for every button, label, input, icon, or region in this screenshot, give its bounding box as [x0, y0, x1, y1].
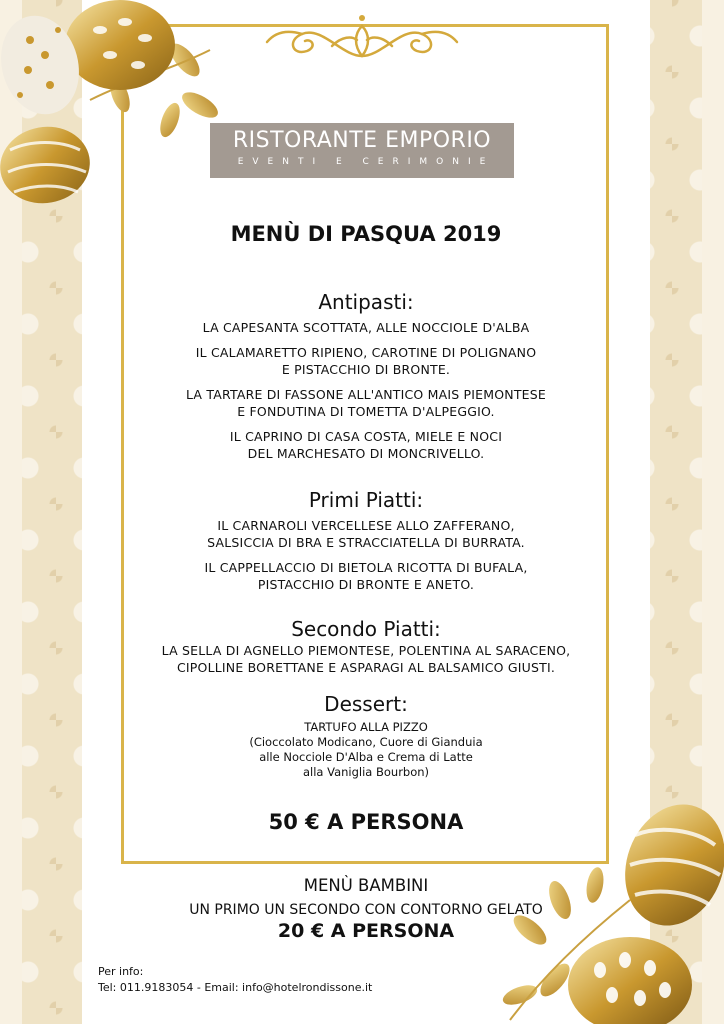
- dessert-list: [82, 720, 650, 780]
- list-item: PISTACCHIO DI BRONTE E ANETO.: [257, 577, 475, 592]
- list-item: alle Nocciole D'Alba e Crema di Latte: [259, 750, 473, 764]
- list-item: E FONDUTINA DI TOMETTA D'ALPEGGIO.: [237, 404, 495, 419]
- list-item: E PISTACCHIO DI BRONTE.: [281, 362, 451, 377]
- list-item: DEL MARCHESATO DI MONCRIVELLO.: [247, 446, 485, 461]
- list-item: SALSICCIA DI BRA E STRACCIATELLA DI BURRATA.: [207, 535, 525, 550]
- secondi-list: [82, 642, 650, 676]
- restaurant-subtitle: EVENTI E CERIMONIE: [237, 157, 495, 167]
- kids-menu-price: 20 € A PERSONA: [277, 920, 455, 942]
- primi-list: [82, 517, 650, 593]
- list-item: CIPOLLINE BORETTANE E ASPARAGI AL BALSAMICO GIUSTI.: [176, 660, 556, 675]
- list-item: IL CARNAROLI VERCELLESE ALLO ZAFFERANO,: [217, 518, 515, 533]
- kids-menu-description: UN PRIMO UN SECONDO CON CONTORNO GELATO: [189, 902, 543, 918]
- menu-title: MENÙ DI PASQUA 2019: [230, 222, 502, 246]
- dessert-heading: Dessert:: [324, 692, 408, 716]
- flourish-ornament-icon: [262, 6, 462, 66]
- restaurant-name: RISTORANTE EMPORIO: [232, 128, 492, 153]
- contact-details: Tel: 011.9183054 - Email: info@hotelrondissone.it: [98, 981, 373, 994]
- list-item: IL CAPRINO DI CASA COSTA, MIELE E NOCI: [229, 429, 503, 444]
- list-item: alla Vaniglia Bourbon): [302, 765, 430, 779]
- contact-info: [98, 964, 372, 996]
- antipasti-heading: Antipasti:: [318, 290, 414, 314]
- list-item: TARTUFO ALLA PIZZO: [304, 720, 428, 734]
- list-item: LA SELLA DI AGNELLO PIEMONTESE, POLENTINA AL SARACENO,: [161, 643, 571, 658]
- primi-heading: Primi Piatti:: [308, 488, 424, 512]
- contact-label: Per info:: [98, 965, 144, 978]
- list-item: LA TARTARE DI FASSONE ALL'ANTICO MAIS PIEMONTESE: [185, 387, 547, 402]
- list-item: LA CAPESANTA SCOTTATA, ALLE NOCCIOLE D'ALBA: [202, 320, 530, 335]
- list-item: (Cioccolato Modicano, Cuore di Gianduia: [249, 735, 483, 749]
- antipasti-list: [82, 319, 650, 462]
- list-item: IL CAPPELLACCIO DI BIETOLA RICOTTA DI BUFALA,: [204, 560, 528, 575]
- kids-menu-title: MENÙ BAMBINI: [303, 876, 429, 895]
- secondi-heading: Secondo Piatti:: [291, 617, 441, 641]
- easter-egg-icon: [0, 0, 220, 260]
- list-item: IL CALAMARETTO RIPIENO, CAROTINE DI POLIGNANO: [195, 345, 537, 360]
- menu-price: 50 € A PERSONA: [268, 810, 464, 834]
- restaurant-logo: [210, 123, 514, 178]
